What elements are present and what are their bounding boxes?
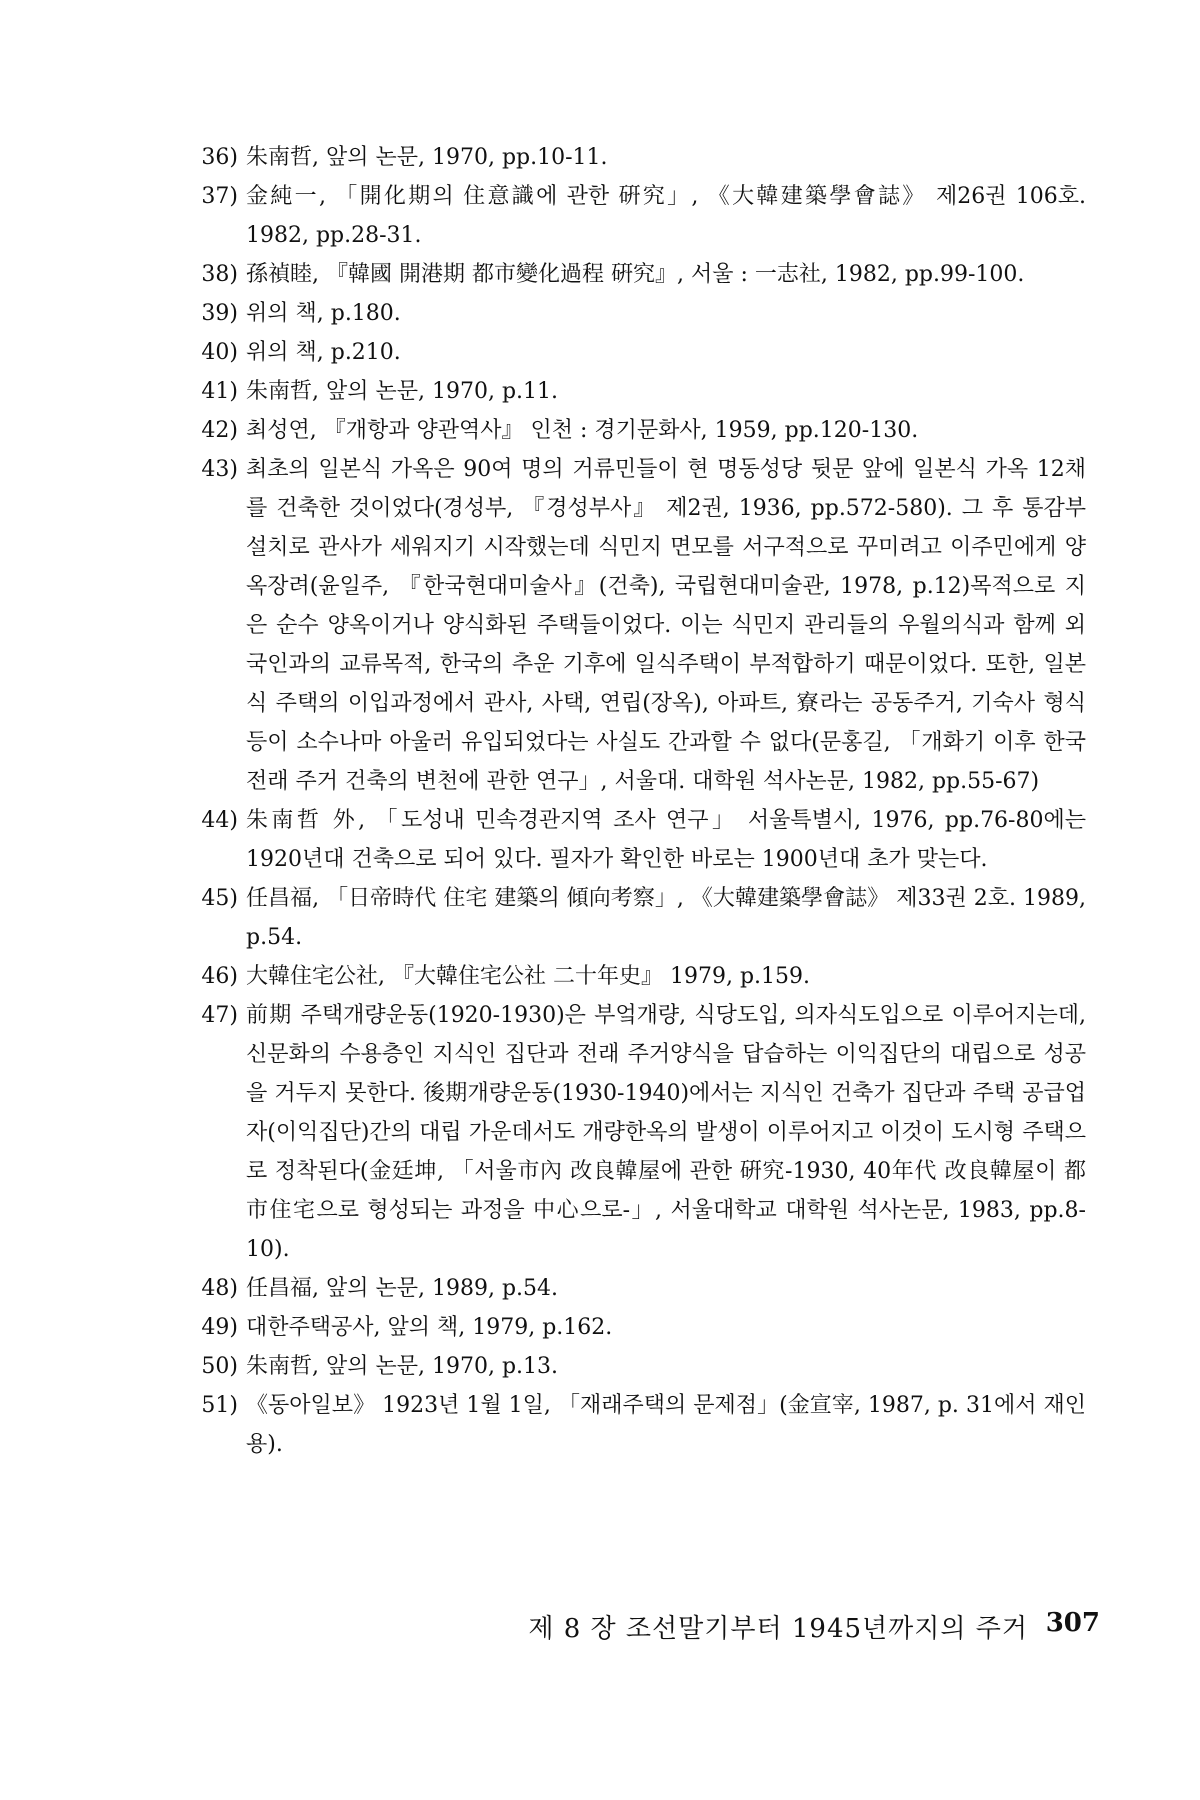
footnote-number: 42) — [201, 418, 238, 443]
footnote-text: 任昌福, 「日帝時代 住宅 建築의 傾向考察」, 《大韓建築學會誌》 제33권 2호. 1989, p.54. — [246, 886, 1086, 950]
footnote-number: 49) — [201, 1315, 238, 1340]
footnote — [186, 957, 1086, 996]
footnote-text: 《동아일보》 1923년 1월 1일, 「재래주택의 문제점」(金宣宰, 1987, p. 31에서 재인용). — [246, 1393, 1086, 1457]
footnote-number: 45) — [201, 886, 238, 911]
footnote — [186, 1347, 1086, 1386]
footnote — [186, 1269, 1086, 1308]
footnote — [186, 411, 1086, 450]
footnote — [186, 255, 1086, 294]
footnote — [186, 996, 1086, 1269]
page-number: 307 — [1045, 1608, 1100, 1638]
footnote — [186, 177, 1086, 255]
page-footer — [0, 1608, 1200, 1648]
footnote-text: 前期 주택개량운동(1920-1930)은 부엌개량, 식당도입, 의자식도입으로 이루어지는데, 신문화의 수용층인 지식인 집단과 전래 주거양식을 답습하는 이익집단의 대립으로 성공을 거두지 못한다. 後期개량운동(1930-1940)에서는 지식인 건축가 집단과 주택 공급업자(이익집단)간의 대립 가운데서도 개량한옥의 발생이 이루어지고 이것이 도시형 주택으로 정착된다(金廷坤, 「서울市內 改良韓屋에 관한 硏究-1930, 40年代 改良韓屋이 都市住宅으로 형성되는 과정을 中心으로-」, 서울대학교 대학원 석사논문, 1983, pp.8-10). — [246, 1003, 1086, 1262]
footnote-text: 孫禎睦, 『韓國 開港期 都市變化過程 硏究』, 서울 : 一志社, 1982, pp.99-100. — [246, 262, 1025, 287]
footnote — [186, 879, 1086, 957]
footnote-number: 44) — [201, 808, 238, 833]
footnote-number: 38) — [201, 262, 238, 287]
footnote-text: 朱南哲 外, 「도성내 민속경관지역 조사 연구」 서울특별시, 1976, pp.76-80에는 1920년대 건축으로 되어 있다. 필자가 확인한 바로는 1900년대 초가 맞는다. — [246, 808, 1086, 872]
footnote-text: 위의 책, p.180. — [246, 301, 401, 326]
footnote-number: 41) — [201, 379, 238, 404]
footnote-text: 金純一, 「開化期의 住意識에 관한 硏究」, 《大韓建築學會誌》 제26권 106호. 1982, pp.28-31. — [246, 184, 1086, 248]
footnote-text: 위의 책, p.210. — [246, 340, 401, 365]
footnote-number: 50) — [201, 1354, 238, 1379]
footnote — [186, 1308, 1086, 1347]
footnote-text: 朱南哲, 앞의 논문, 1970, p.11. — [246, 379, 559, 404]
footnote-number: 46) — [201, 964, 238, 989]
footnote — [186, 372, 1086, 411]
footnote-number: 47) — [201, 1003, 238, 1028]
footnote — [186, 801, 1086, 879]
footnote-number: 39) — [201, 301, 238, 326]
footnote-number: 37) — [201, 184, 238, 209]
footnote-text: 대한주택공사, 앞의 책, 1979, p.162. — [246, 1315, 613, 1340]
footnote-number: 48) — [201, 1276, 238, 1301]
footnote-text: 최성연, 『개항과 양관역사』 인천 : 경기문화사, 1959, pp.120-130. — [246, 418, 919, 443]
footnote-text: 최초의 일본식 가옥은 90여 명의 거류민들이 현 명동성당 뒷문 앞에 일본식 가옥 12채를 건축한 것이었다(경성부, 『경성부사』 제2권, 1936, pp.572-580). 그 후 통감부 설치로 관사가 세워지기 시작했는데 식민지 면모를 서구적으로 꾸미려고 이주민에게 양옥장려(윤일주, 『한국현대미술사』(건축), 국립현대미술관, 1978, p.12)목적으로 지은 순수 양옥이거나 양식화된 주택들이었다. 이는 식민지 관리들의 우월의식과 함께 외국인과의 교류목적, 한국의 추운 기후에 일식주택이 부적합하기 때문이었다. 또한, 일본식 주택의 이입과정에서 관사, 사택, 연립(장옥), 아파트, 寮라는 공동주거, 기숙사 형식 등이 소수나마 아울러 유입되었다는 사실도 간과할 수 없다(문홍길, 「개화기 이후 한국 전래 주거 건축의 변천에 관한 연구」, 서울대. 대학원 석사논문, 1982, pp.55-67) — [246, 457, 1086, 794]
footnotes-list — [186, 138, 1086, 1464]
footnote-number: 36) — [201, 145, 238, 170]
running-head: 제 8 장 조선말기부터 1945년까지의 주거 — [528, 1614, 1028, 1644]
footnote-text: 朱南哲, 앞의 논문, 1970, p.13. — [246, 1354, 559, 1379]
footnote-text: 任昌福, 앞의 논문, 1989, p.54. — [246, 1276, 559, 1301]
footnote — [186, 450, 1086, 801]
footnote — [186, 1386, 1086, 1464]
footnote-number: 40) — [201, 340, 238, 365]
footnote — [186, 294, 1086, 333]
footnote-number: 43) — [201, 457, 238, 482]
footnote-text: 朱南哲, 앞의 논문, 1970, pp.10-11. — [246, 145, 608, 170]
footnote — [186, 138, 1086, 177]
footnote-text: 大韓住宅公社, 『大韓住宅公社 二十年史』 1979, p.159. — [246, 964, 811, 989]
footnote — [186, 333, 1086, 372]
footnote-number: 51) — [201, 1393, 238, 1418]
